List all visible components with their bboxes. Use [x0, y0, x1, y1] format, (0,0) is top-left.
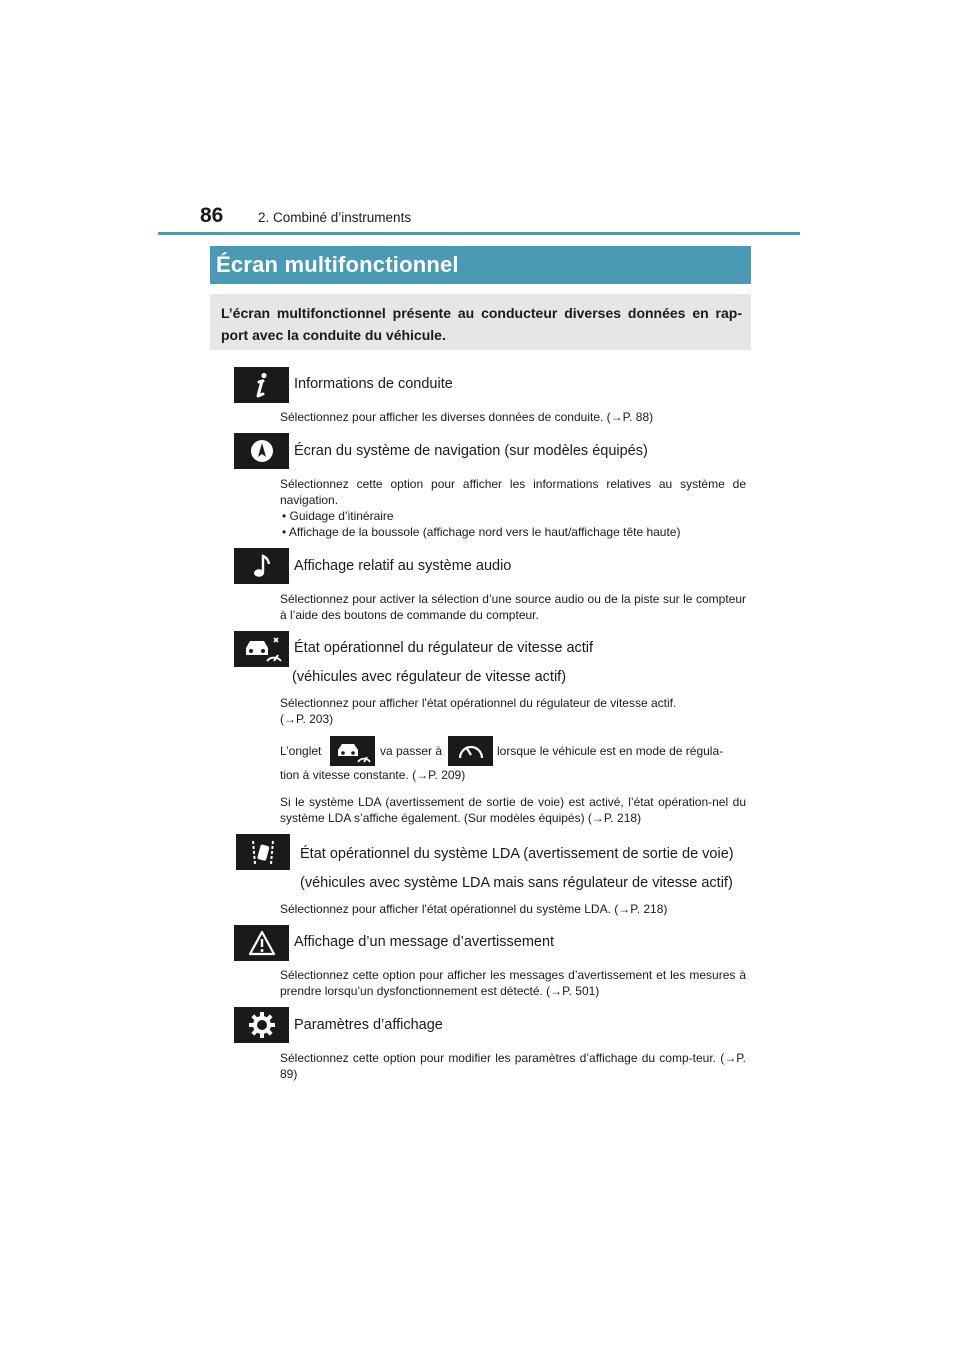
item-desc-settings: Sélectionnez cette option pour modifier les paramètres d’affichage du comp-teur. (→P. 89): [280, 1051, 746, 1081]
item-desc-navigation: Sélectionnez cette option pour afficher les informations relatives au système de navigation.: [280, 477, 746, 507]
tab-text-line2: tion à vitesse constante. (→P. 209): [280, 768, 466, 782]
bullet-route-guidance: • Guidage d’itinéraire: [282, 509, 394, 523]
tab-text-after: lorsque le véhicule est en mode de régula-: [497, 744, 724, 758]
settings-gear-icon: [234, 1007, 289, 1043]
header-rule: [158, 232, 800, 235]
navigation-icon: [234, 433, 289, 469]
item-desc-lda: Sélectionnez pour afficher l'état opérationnel du système LDA. (→P. 218): [280, 902, 668, 916]
warning-triangle-icon: [234, 925, 289, 961]
item-desc-driving-info: Sélectionnez pour afficher les diverses données de conduite. (→P. 88): [280, 410, 654, 424]
chapter-title: 2. Combiné d’instruments: [258, 210, 412, 225]
item-title-lda: État opérationnel du système LDA (avertissement de sortie de voie): [300, 846, 734, 862]
item-subtitle-lda: (véhicules avec système LDA mais sans régulateur de vitesse actif): [300, 875, 733, 891]
bullet-compass: • Affichage de la boussole (affichage nord vers le haut/affichage tête haute): [282, 525, 681, 539]
speedometer-tab-icon: [448, 736, 493, 766]
section-title: Écran multifonctionnel: [216, 252, 459, 277]
cruise-control-tab-icon: [330, 736, 375, 766]
item-title-warning: Affichage d’un message d’avertissement: [294, 934, 555, 950]
item-title-audio: Affichage relatif au système audio: [294, 558, 512, 574]
tab-text-middle: va passer à: [380, 744, 443, 758]
item-desc-audio: Sélectionnez pour activer la sélection d’une source audio ou de la piste sur le compteur à l’aide des boutons de commande du compteur.: [280, 592, 746, 622]
lane-departure-icon: [236, 834, 290, 870]
cruise-control-icon: [234, 631, 289, 667]
item-ref-cruise-control: (→P. 203): [280, 712, 334, 726]
page-number: 86: [200, 204, 224, 227]
item-desc-warning: Sélectionnez cette option pour afficher les messages d’avertissement et les mesures à prendre lorsqu’un dysfonctionnement est détecté. (→P. 501): [280, 968, 746, 998]
item-title-cruise-control: État opérationnel du régulateur de vitesse actif: [294, 640, 594, 656]
item-title-driving-info: Informations de conduite: [294, 376, 453, 392]
item-desc-cruise-control: Sélectionnez pour afficher l'état opérationnel du régulateur de vitesse actif.: [280, 696, 677, 710]
info-icon: [234, 367, 289, 403]
tab-text-before: L’onglet: [280, 744, 322, 758]
item-title-navigation: Écran du système de navigation (sur modèles équipés): [294, 443, 648, 459]
intro-text: L’écran multifonctionnel présente au conducteur diverses données en rap-port avec la conduite du véhicule.: [221, 305, 742, 343]
music-note-icon: [234, 548, 289, 584]
lda-note: Si le système LDA (avertissement de sortie de voie) est activé, l’état opération-nel du système LDA s’affiche également. (Sur modèles équipés) (→P. 218): [280, 795, 746, 825]
item-title-settings: Paramètres d’affichage: [294, 1017, 443, 1033]
item-subtitle-cruise-control: (véhicules avec régulateur de vitesse actif): [292, 669, 567, 685]
